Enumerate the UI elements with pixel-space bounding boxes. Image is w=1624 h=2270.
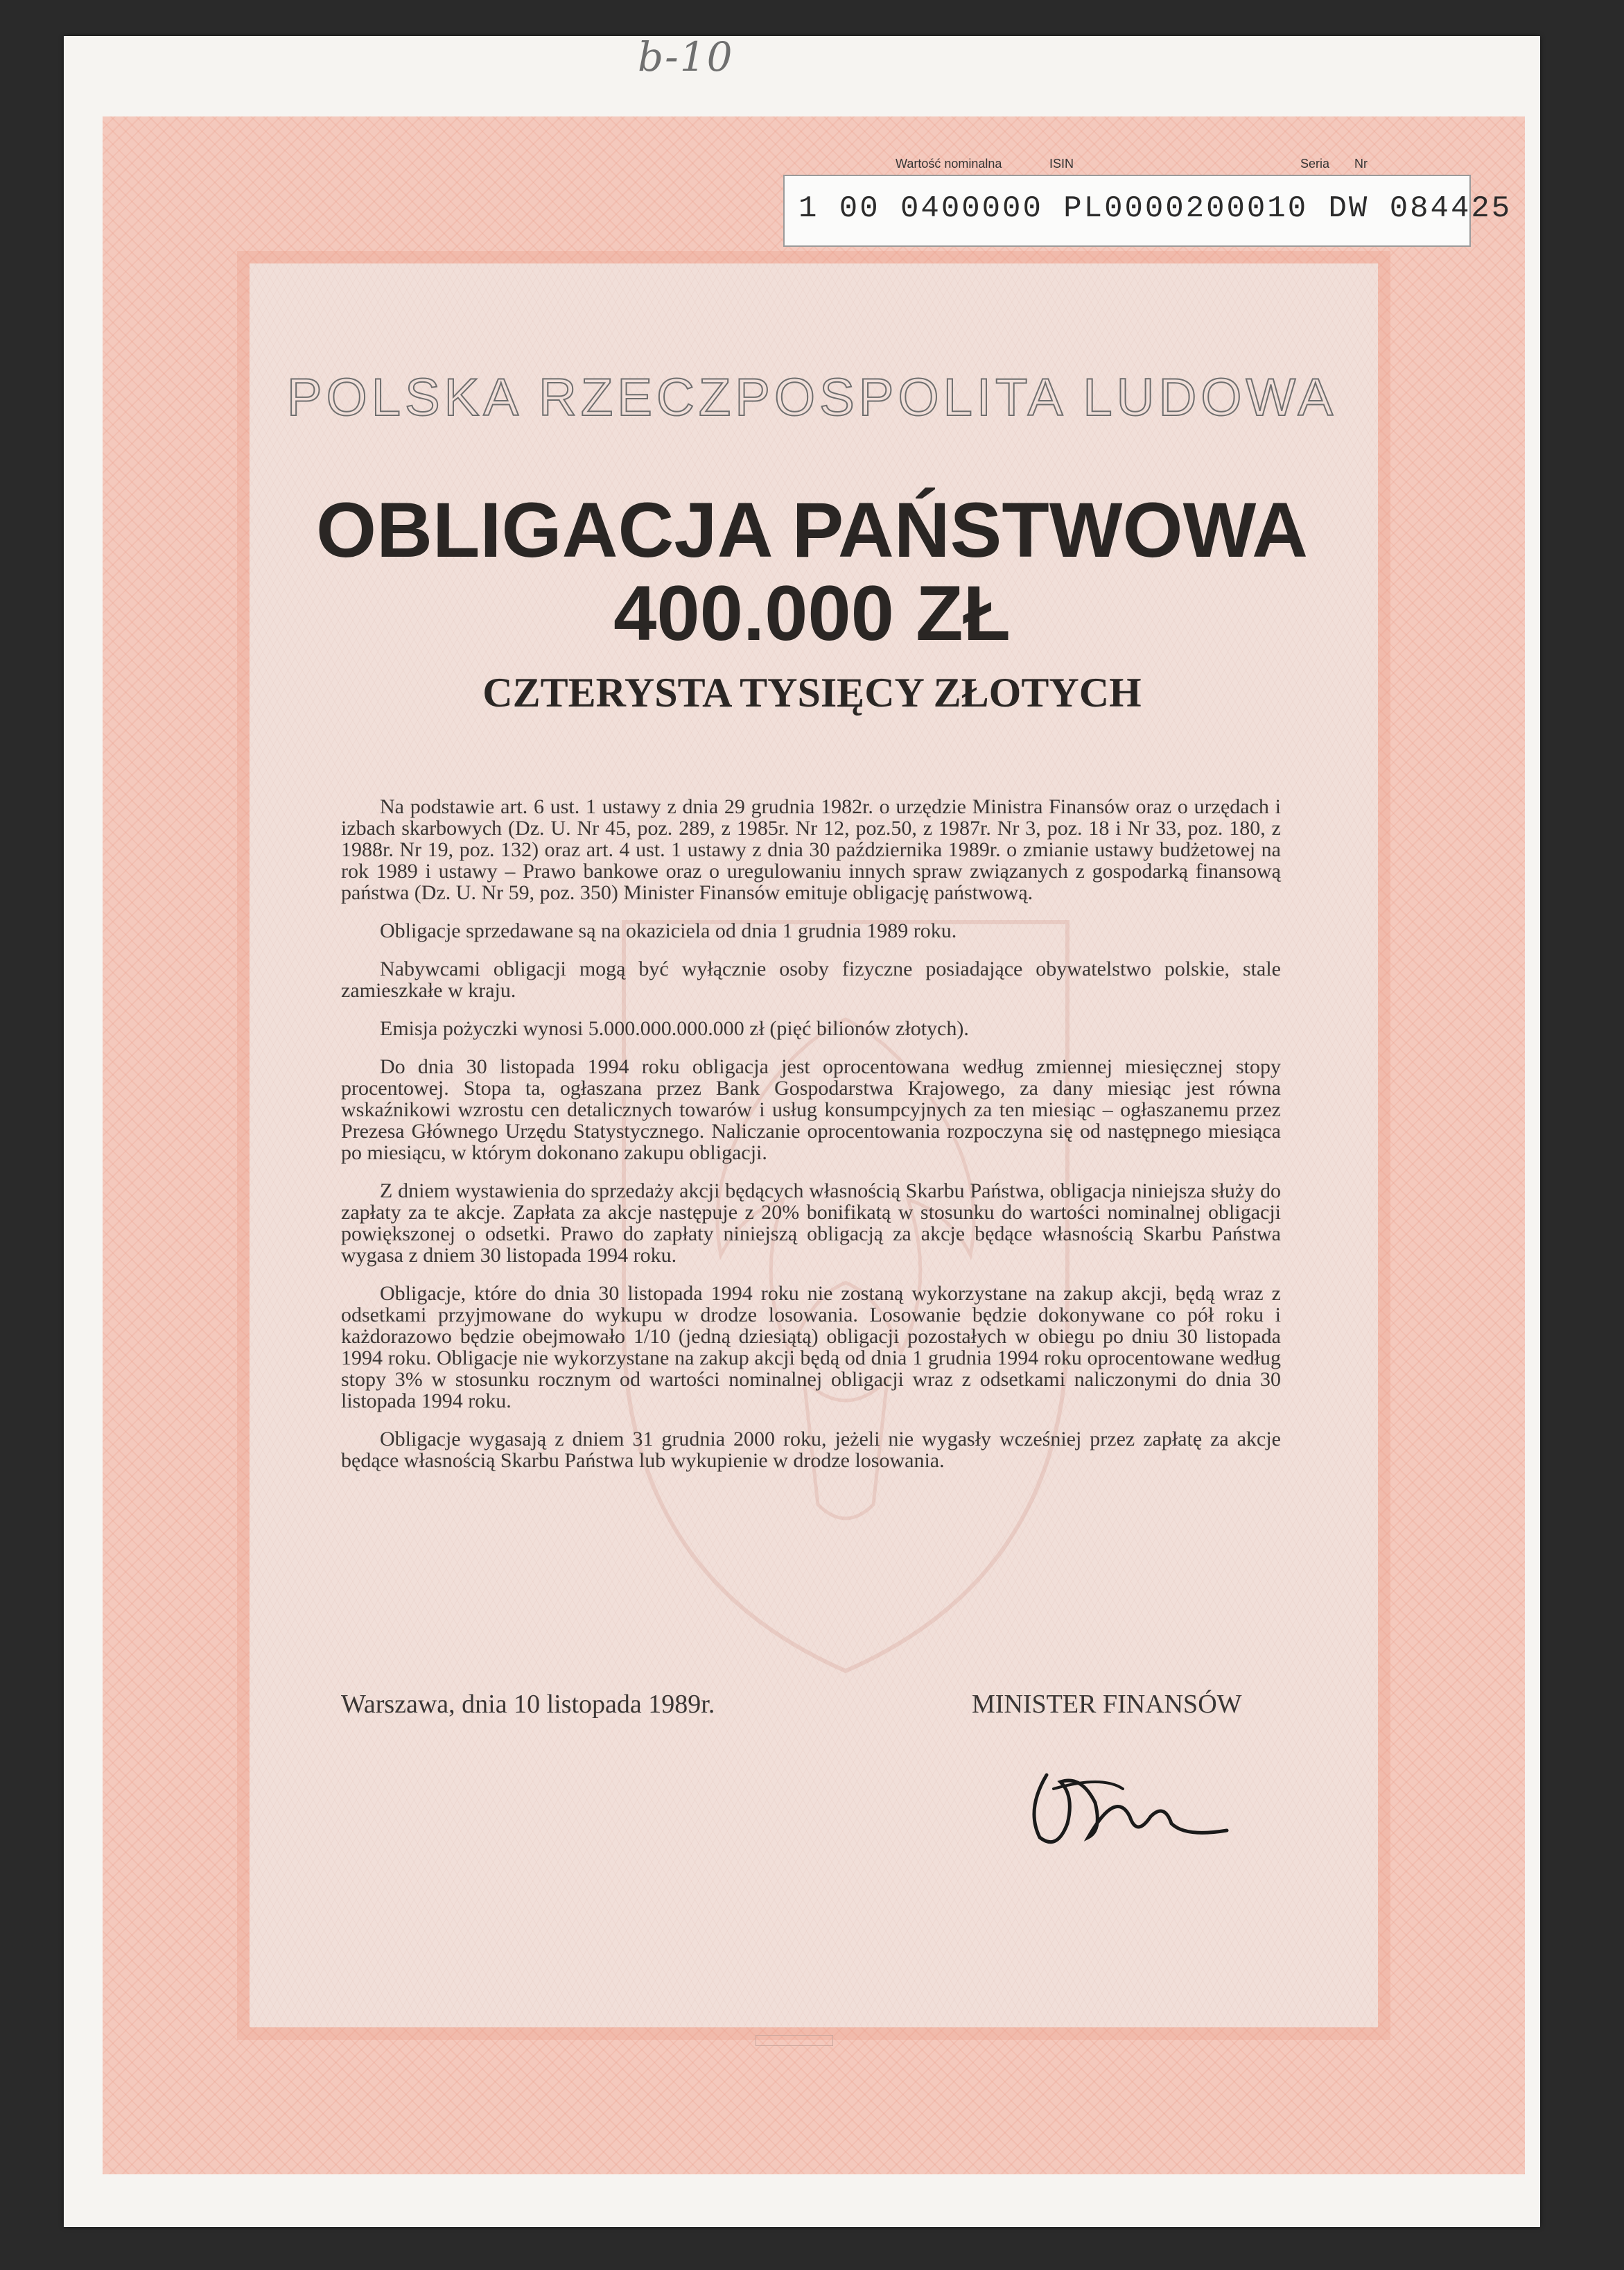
issuer-name: POLSKA RZECZPOSPOLITA LUDOWA — [286, 368, 1338, 427]
terms-paragraph: Obligacje sprzedawane są na okaziciela od dnia 1 grudnia 1989 roku. — [380, 919, 957, 942]
terms-paragraph: Nabywcami obligacji mogą być wyłącznie osoby fizyczne posiadające obywatelstwo polskie, stale zamieszkałe w kraju. — [341, 958, 1281, 1002]
serial-number-box — [783, 175, 1512, 247]
serial-number: 1 00 0400000 PL0000200010 DW 084425 — [798, 191, 1512, 226]
serial-label-isin: ISIN — [1049, 157, 1074, 171]
serial-label-series: Seria — [1300, 157, 1330, 171]
printer-mark — [756, 2035, 833, 2046]
issue-place-date: Warszawa, dnia 10 listopada 1989r. — [341, 1690, 715, 1719]
terms-paragraph: Obligacje, które do dnia 30 listopada 1994 roku nie zostaną wykorzystane na zakup akcji, będą wraz z odsetkami przyjmowane do wykupu w drodze losowania. Losowanie będzie dokonywane co pół roku i każdorazowo będzie obejmowało 1/10 (jedną dziesiątą) obligacji pozostałych w obiegu po dniu 30 listopada 1994 roku. Obligacje nie wykorzystane na zakup akcji będą od dnia 1 grudnia 1994 roku oprocentowane według stopy 3% w stosunku rocznym od wartości nominalnej obligacji wraz z odsetkami naliczonymi do dnia 30 listopada 1994 roku. — [341, 1282, 1281, 1412]
face-value: 400.000 ZŁ — [613, 570, 1011, 657]
terms-paragraph: Emisja pożyczki wynosi 5.000.000.000.000 zł (pięć bilionów złotych). — [380, 1017, 969, 1040]
pencil-annotation: b-10 — [638, 33, 734, 80]
terms-paragraph: Z dniem wystawienia do sprzedaży akcji będących własnością Skarbu Państwa, obligacja niniejsza służy do zapłaty za te akcje. Zapłata za akcje następuje z 20% bonifikatą w stosunku do wartości nominalnej obligacji powiększonej o odsetki. Prawo do zapłaty niniejszą obligacją za akcje będące własnością Skarbu Państwa wygasa z dniem 30 listopada 1994 roku. — [341, 1179, 1281, 1267]
serial-label-number: Nr — [1354, 157, 1368, 171]
terms-paragraph: Do dnia 30 listopada 1994 roku obligacja jest oprocentowana według zmiennej miesięcznej stopy procentowej. Stopa ta, ogłaszana przez Bank Gospodarstwa Krajowego, za dany miesiąc jest równa wskaźnikowi wzrostu cen detalicznych towarów i usług konsumpcyjnych za ten miesiąc – ogłaszanemu przez Prezesa Głównego Urzędu Statystycznego. Naliczanie oprocentowania rozpoczyna się od następnego miesiąca po miesiącu, w którym dokonano zakupu obligacji. — [341, 1055, 1281, 1164]
signatory-title: MINISTER FINANSÓW — [972, 1690, 1242, 1719]
terms-paragraph: Na podstawie art. 6 ust. 1 ustawy z dnia 29 grudnia 1982r. o urzędzie Ministra Finansów oraz o urzędach i izbach skarbowych (Dz. U. Nr 45, poz. 289, z 1985r. Nr 12, poz.50, z 1987r. Nr 3, poz. 18 i Nr 33, poz. 180, z 1988r. Nr 19, poz. 132) oraz art. 4 ust. 1 ustawy z dnia 30 października 1989r. o zmianie ustawy budżetowej na rok 1989 i ustawy – Prawo bankowe oraz o uregulowaniu innych spraw związanych z gospodarką finansową państwa (Dz. U. Nr 59, poz. 350) Minister Finansów emituje obligację państwową. — [341, 795, 1281, 904]
face-value-words: CZTERYSTA TYSIĘCY ZŁOTYCH — [482, 670, 1142, 716]
signature-icon — [1019, 1761, 1234, 1858]
terms-paragraph: Obligacje wygasają z dniem 31 grudnia 2000 roku, jeżeli nie wygasły wcześniej przez zapłatę za akcje będące własnością Skarbu Państwa lub wykupienie w drodze losowania. — [341, 1428, 1281, 1472]
serial-label-nominal: Wartość nominalna — [896, 157, 1002, 171]
document-title: OBLIGACJA PAŃSTWOWA — [315, 487, 1309, 573]
bond-terms — [341, 796, 1281, 1488]
